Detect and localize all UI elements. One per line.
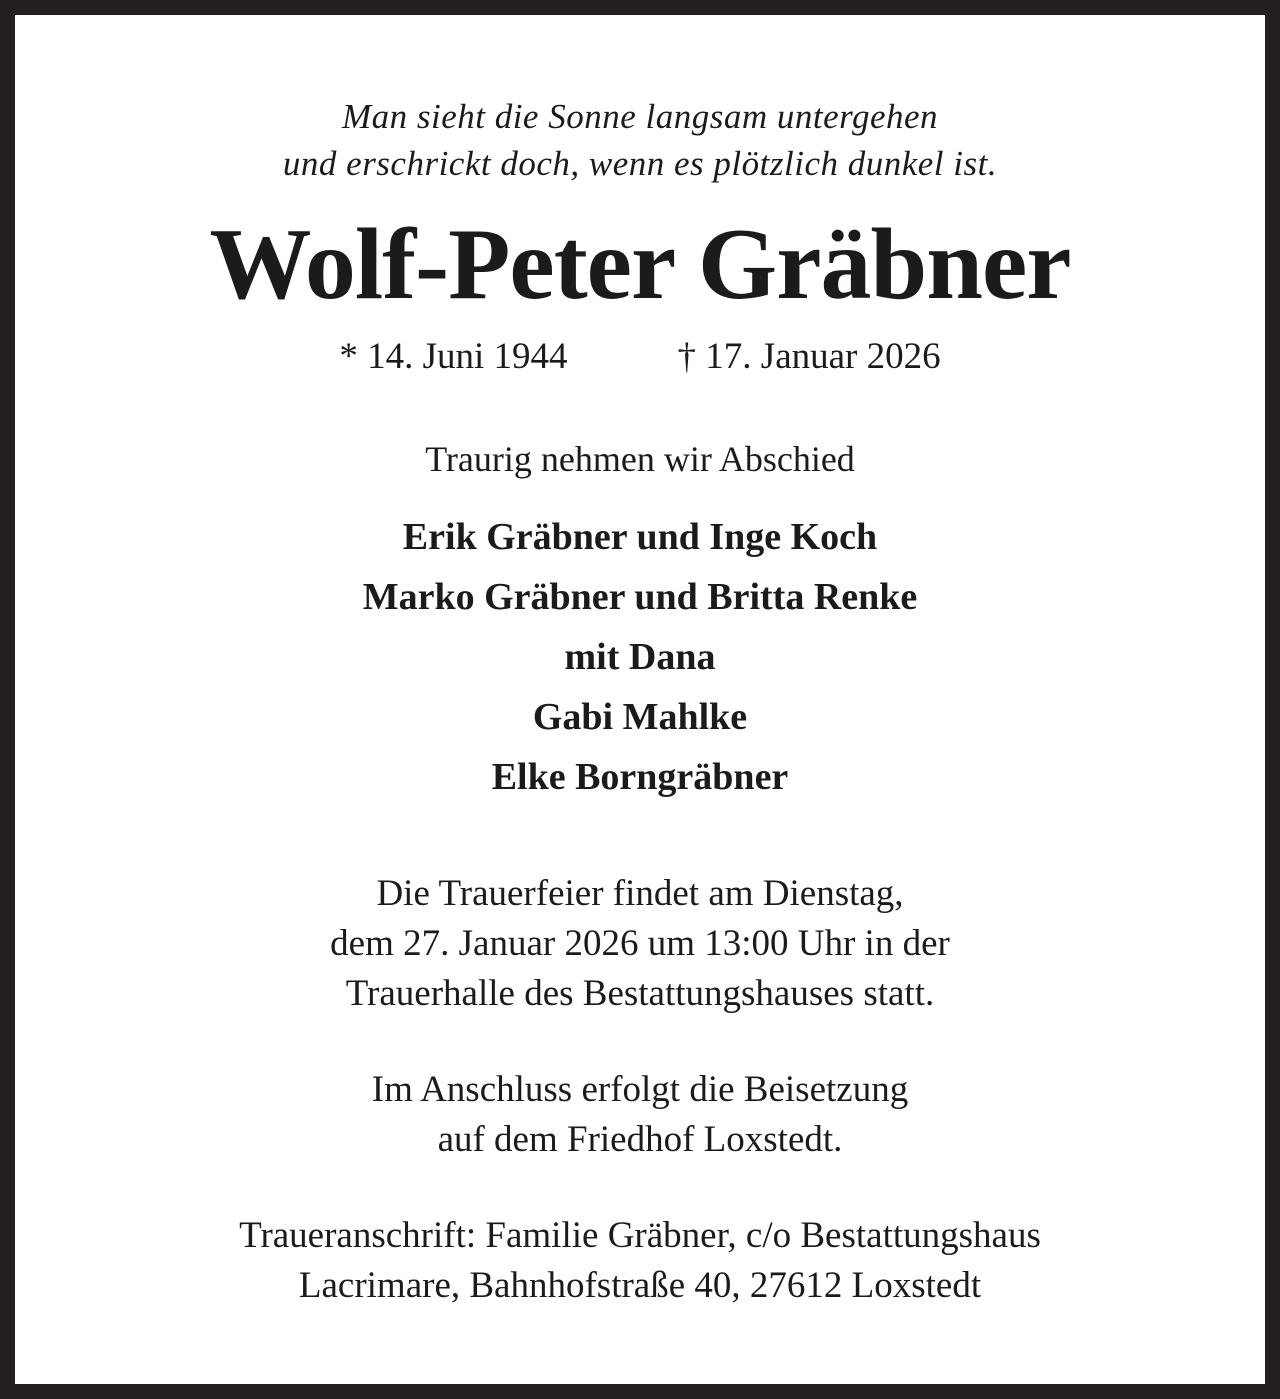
mourner-name: Elke Borngräbner: [491, 756, 789, 798]
epigraph: [15, 93, 1265, 187]
epigraph-line: Man sieht die Sonne langsam untergehen: [341, 97, 939, 136]
burial-info: [15, 1065, 1265, 1165]
mourner-name: Gabi Mahlke: [532, 696, 748, 738]
address-line: Lacrimare, Bahnhofstraße 40, 27612 Loxstedt: [298, 1265, 982, 1306]
address-line: Traueranschrift: Familie Gräbner, c/o Bestattungshaus: [239, 1215, 1041, 1256]
burial-line: Im Anschluss erfolgt die Beisetzung: [371, 1069, 909, 1110]
notice-body: [15, 15, 1265, 1384]
epigraph-line: und erschrickt doch, wenn es plötzlich dunkel ist.: [282, 144, 998, 183]
service-line: Trauerhalle des Bestattungshauses statt.: [345, 973, 935, 1014]
mourners-list: [15, 507, 1265, 807]
service-line: dem 27. Januar 2026 um 13:00 Uhr in der: [330, 923, 950, 964]
condolence-address: [15, 1211, 1265, 1311]
life-dates: [15, 335, 1265, 379]
death-date: † 17. Januar 2026: [677, 336, 941, 377]
deceased-name: Wolf-Peter Gräbner: [209, 208, 1071, 321]
birth-date: * 14. Juni 1944: [339, 336, 568, 377]
farewell-intro: Traurig nehmen wir Abschied: [425, 439, 855, 479]
mourner-name: Erik Gräbner und Inge Koch: [402, 516, 878, 558]
service-line: Die Trauerfeier findet am Dienstag,: [376, 873, 904, 914]
funeral-service-info: [15, 869, 1265, 1019]
mourner-name: mit Dana: [564, 636, 716, 678]
burial-line: auf dem Friedhof Loxstedt.: [437, 1119, 843, 1160]
mourner-name: Marko Gräbner und Britta Renke: [362, 576, 918, 618]
